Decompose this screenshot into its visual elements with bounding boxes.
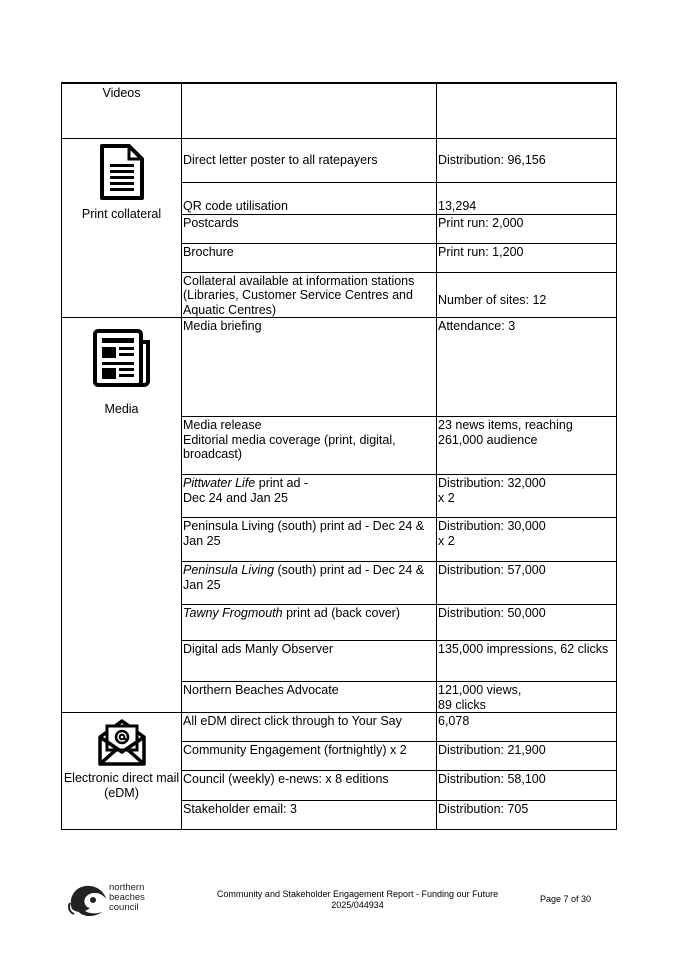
- activity-text: QR code utilisation: [183, 199, 288, 213]
- logo-line: northern: [109, 882, 145, 893]
- result-cell: [437, 518, 617, 562]
- result-cell: [437, 417, 617, 475]
- activity-cell: [182, 771, 437, 801]
- publication-name: Tawny Frogmouth: [183, 606, 283, 620]
- result-text: Print run: 1,200: [438, 244, 524, 259]
- result-cell: [437, 605, 617, 641]
- activity-cell: [182, 713, 437, 742]
- channel-label: Media: [104, 402, 139, 416]
- result-cell: [437, 182, 617, 214]
- activity-text: Community Engagement (fortnightly) x 2: [183, 743, 407, 757]
- activity-cell: [182, 742, 437, 771]
- page-number: Page 7 of 30: [540, 894, 592, 904]
- publication-name: Peninsula Living: [183, 563, 275, 577]
- result-cell: [437, 243, 617, 272]
- activity-text-2: Dec 24 and Jan 25: [183, 490, 288, 505]
- activity-text: Media release: [183, 418, 262, 432]
- activity-cell: [182, 83, 437, 138]
- result-cell: [437, 272, 617, 318]
- channel-cell-media: [62, 318, 182, 713]
- result-text: Distribution: 21,900: [438, 743, 546, 757]
- result-text: 6,078: [438, 714, 470, 728]
- channel-cell-videos: [62, 83, 182, 138]
- table-row: [62, 138, 617, 182]
- council-logo-text: [109, 883, 145, 913]
- activity-cell: [182, 518, 437, 562]
- publication-name: Pittwater Life: [183, 476, 256, 490]
- newspaper-icon: [62, 328, 181, 388]
- activity-text: Direct letter poster to all ratepayers: [183, 153, 378, 168]
- result-text: 135,000 impressions, 62 clicks: [438, 642, 609, 656]
- activity-cell: [182, 605, 437, 641]
- activity-text: Brochure: [183, 244, 234, 259]
- result-text: Print run: 2,000: [438, 215, 524, 230]
- result-text: 23 news items, reaching: [438, 418, 573, 432]
- activity-text: print ad -: [255, 476, 309, 490]
- result-text: Number of sites: 12: [438, 292, 547, 307]
- table-row: [62, 83, 617, 138]
- activity-cell: [182, 682, 437, 713]
- footer-document-info: [200, 889, 515, 911]
- footer-title: Community and Stakeholder Engagement Report - Funding our Future: [216, 889, 499, 899]
- table-row: [62, 318, 617, 417]
- channel-label: Electronic direct mail (eDM): [63, 771, 180, 800]
- result-cell: [437, 562, 617, 605]
- activity-text: Digital ads Manly Observer: [183, 642, 334, 656]
- activity-cell: [182, 318, 437, 417]
- activity-cell: [182, 475, 437, 518]
- activity-cell: [182, 641, 437, 682]
- document-icon: [62, 143, 181, 201]
- activity-cell: [182, 138, 437, 182]
- result-text: 13,294: [438, 199, 477, 213]
- result-cell: [437, 214, 617, 243]
- result-text-2: x 2: [438, 490, 455, 505]
- email-envelope-icon: [62, 717, 181, 767]
- channel-label: Print collateral: [81, 206, 162, 221]
- result-text: Distribution: 30,000: [438, 519, 546, 533]
- result-text-2: 89 clicks: [438, 697, 486, 712]
- activity-cell: [182, 272, 437, 318]
- channel-cell-print: [62, 138, 182, 318]
- result-text: Distribution: 96,156: [438, 153, 546, 168]
- activity-text: All eDM direct click through to Your Say: [183, 714, 402, 728]
- activity-text: Collateral available at information stations (Libraries, Customer Service Centres and Aquatic Centres): [183, 273, 415, 317]
- footer-reference: 2025/044934: [331, 900, 384, 910]
- result-cell: [437, 475, 617, 518]
- result-text: Distribution: 705: [438, 802, 529, 816]
- activity-cell: [182, 182, 437, 214]
- channel-label: Videos: [102, 86, 141, 100]
- activity-cell: [182, 214, 437, 243]
- result-cell: [437, 742, 617, 771]
- result-cell: [437, 713, 617, 742]
- activity-cell: [182, 417, 437, 475]
- result-text: Attendance: 3: [438, 319, 516, 333]
- result-text: 121,000 views,: [438, 683, 522, 697]
- result-cell: [437, 682, 617, 713]
- engagement-table: [61, 82, 617, 830]
- activity-text: Peninsula Living (south) print ad - Dec 24 & Jan 25: [183, 519, 425, 548]
- result-text: Distribution: 58,100: [438, 772, 546, 786]
- activity-text: Media briefing: [183, 319, 262, 333]
- activity-text: Postcards: [183, 215, 239, 230]
- result-cell: [437, 771, 617, 801]
- activity-text: Council (weekly) e-news: x 8 editions: [183, 772, 389, 786]
- result-cell: [437, 138, 617, 182]
- activity-cell: [182, 562, 437, 605]
- result-text: Distribution: 32,000: [438, 476, 546, 490]
- table-row: [62, 713, 617, 742]
- result-cell: [437, 83, 617, 138]
- result-text-2: 261,000 audience: [438, 432, 538, 447]
- council-logo-mark-icon: [66, 881, 110, 919]
- activity-text: Stakeholder email: 3: [183, 802, 297, 816]
- logo-line: beaches: [109, 892, 145, 903]
- result-text: Distribution: 50,000: [438, 606, 546, 620]
- result-text-2: x 2: [438, 533, 455, 548]
- activity-text: (south) print ad - Dec 24 & Jan 25: [183, 563, 425, 592]
- result-cell: [437, 801, 617, 830]
- activity-cell: [182, 243, 437, 272]
- channel-cell-edm: [62, 713, 182, 830]
- activity-text-2: Editorial media coverage (print, digital, broadcast): [183, 432, 396, 461]
- activity-cell: [182, 801, 437, 830]
- result-cell: [437, 641, 617, 682]
- activity-text: print ad (back cover): [282, 606, 401, 620]
- logo-line: council: [109, 902, 139, 913]
- result-text: Distribution: 57,000: [438, 563, 546, 577]
- activity-text: Northern Beaches Advocate: [183, 683, 339, 697]
- result-cell: [437, 318, 617, 417]
